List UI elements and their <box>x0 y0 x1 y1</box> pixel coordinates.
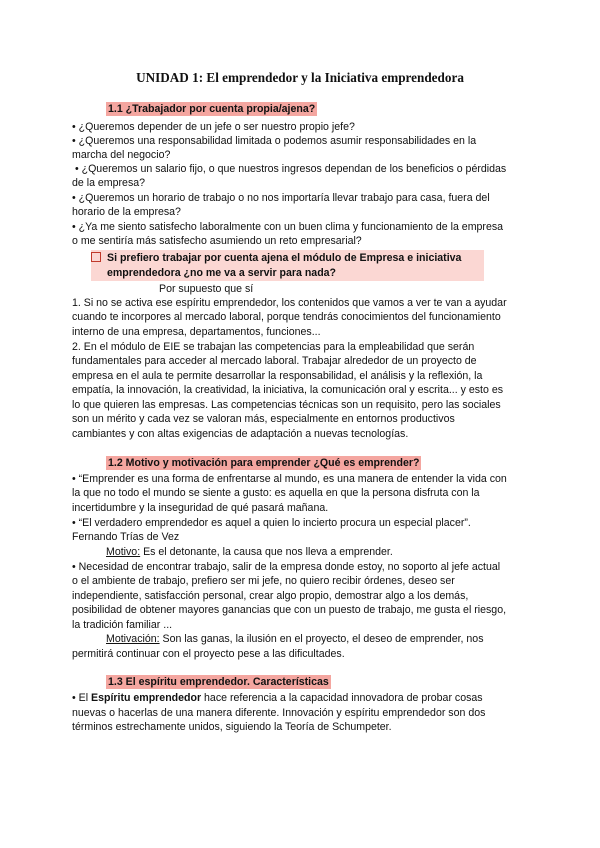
quote-line: incertidumbre y la inseguridad de qué pasará mañana. <box>72 502 329 514</box>
espiritu-line-1 <box>72 691 483 705</box>
motivo-line: la tradición familiar ... <box>72 619 173 631</box>
page-title: UNIDAD 1: El emprendedor y la Iniciativa emprendedora <box>136 70 464 85</box>
body-line: 1. Si no se activa ese espíritu emprendedor, los contenidos que vamos a ver te van a ayudar <box>72 297 507 309</box>
body-line: empatía, la innovación, la creatividad, la iniciativa, la comunicación oral y escrita... y esto es <box>72 384 504 396</box>
text-line: o me sentiría más satisfecho asumiendo un reto empresarial? <box>72 235 362 247</box>
text-line: horario de la empresa? <box>72 206 181 218</box>
quote-line: • “Emprender es una forma de enfrentarse al mundo, es una manera de entender la vida con <box>72 473 507 485</box>
text-line: • ¿Queremos un salario fijo, o que nuestros ingresos dependan de los beneficios o pérdidas <box>72 163 507 175</box>
body-line: cuando te incorpores al mercado laboral, porque tendrás conocimientos del funcionamiento <box>72 311 501 323</box>
body-line: fundamentales para acceder al mercado laboral. Trabajar alrededor de un proyecto de <box>72 355 477 367</box>
text-line: • ¿Queremos depender de un jefe o ser nuestro propio jefe? <box>72 121 355 133</box>
body-line: lo que quieren las empresas. Las competencias técnicas son un requisito, pero las sociales <box>72 399 501 411</box>
espiritu-line-2: nuevas o hacerlas de una manera diferente. Innovación y espíritu emprendedor son dos <box>72 707 486 719</box>
text-line: • ¿Queremos una responsabilidad limitada o podemos asumir responsabilidades en la <box>72 135 477 147</box>
body-line: cambiantes y con altas exigencias de adaptación a nuevas tecnologías. <box>72 428 409 440</box>
motivo-text: Es el detonante, la causa que nos lleva a emprender. <box>140 546 393 558</box>
text-line: • ¿Ya me siento satisfecho laboralmente con un buen clima y funcionamiento de la empresa <box>72 221 504 233</box>
motivo-line: independiente, satisfacción personal, crear algo propio, demostrar algo a los demás, <box>72 590 469 602</box>
quote-line: • “El verdadero emprendedor es aquel a quien lo incierto procura un especial placer”. <box>72 517 471 529</box>
motivacion-label: Motivación: <box>106 633 160 645</box>
body-line: interno de una empresa, departamentos, funciones... <box>72 326 321 338</box>
espiritu-term: Espíritu emprendedor <box>91 692 202 704</box>
body-line: son un mérito y cada vez se valoran más, especialmente en entornos productivos <box>72 413 455 425</box>
quote-line: la que no todo el mundo se siente a gusto: es aquella en que la persona disfruta con la <box>72 487 480 499</box>
answer-intro: Por supuesto que sí <box>159 283 254 295</box>
text-line: de la empresa? <box>72 177 146 189</box>
section-heading-1-2: 1.2 Motivo y motivación para emprender ¿Qué es emprender? <box>108 457 420 469</box>
motivo-definition <box>106 545 393 559</box>
section-heading-1-1: 1.1 ¿Trabajador por cuenta propia/ajena? <box>108 103 316 115</box>
question-line-1 <box>91 251 461 265</box>
espiritu-line-3: términos estrechamente unidos, siguiendo la Teoría de Schumpeter. <box>72 721 392 733</box>
question-text-1: Si prefiero trabajar por cuenta ajena el módulo de Empresa e iniciativa <box>107 252 462 264</box>
motivacion-line-2: permitirá continuar con el proyecto pese a las dificultades. <box>72 648 345 660</box>
body-line: 2. En el módulo de EIE se trabajan las competencias para la empleabilidad que serán <box>72 341 475 353</box>
body-line: empresa en el aula te permite desarrollar la responsabilidad, el análisis y la reflexión, la <box>72 370 483 382</box>
motivo-label: Motivo: <box>106 546 141 558</box>
motivacion-definition <box>106 632 484 646</box>
text-line: marcha del negocio? <box>72 149 171 161</box>
espiritu-pre: • El <box>72 692 92 704</box>
motivo-line: • Necesidad de encontrar trabajo, salir de la empresa donde estoy, no soporto al jefe actual <box>72 561 501 573</box>
question-line-2: emprendedora ¿no me va a servir para nada? <box>107 267 337 279</box>
espiritu-post: hace referencia a la capacidad innovadora de probar cosas <box>201 692 483 704</box>
motivo-line: posibilidad de obtener mayores ganancias que con un puesto de trabajo, me gusta el riesgo, <box>72 604 507 616</box>
motivacion-text: Son las ganas, la ilusión en el proyecto, el deseo de emprender, nos <box>159 633 484 645</box>
text-line: • ¿Queremos un horario de trabajo o no nos importaría llevar trabajo para casa, fuera del <box>72 192 490 204</box>
motivo-line: o el ambiente de trabajo, prefiero ser mi jefe, no quiero recibir órdenes, deseo ser <box>72 575 455 587</box>
quote-author: Fernando Trías de Vez <box>72 531 180 543</box>
section-heading-1-3: 1.3 El espíritu emprendedor. Características <box>108 676 329 688</box>
checkbox-square-icon <box>91 252 101 262</box>
